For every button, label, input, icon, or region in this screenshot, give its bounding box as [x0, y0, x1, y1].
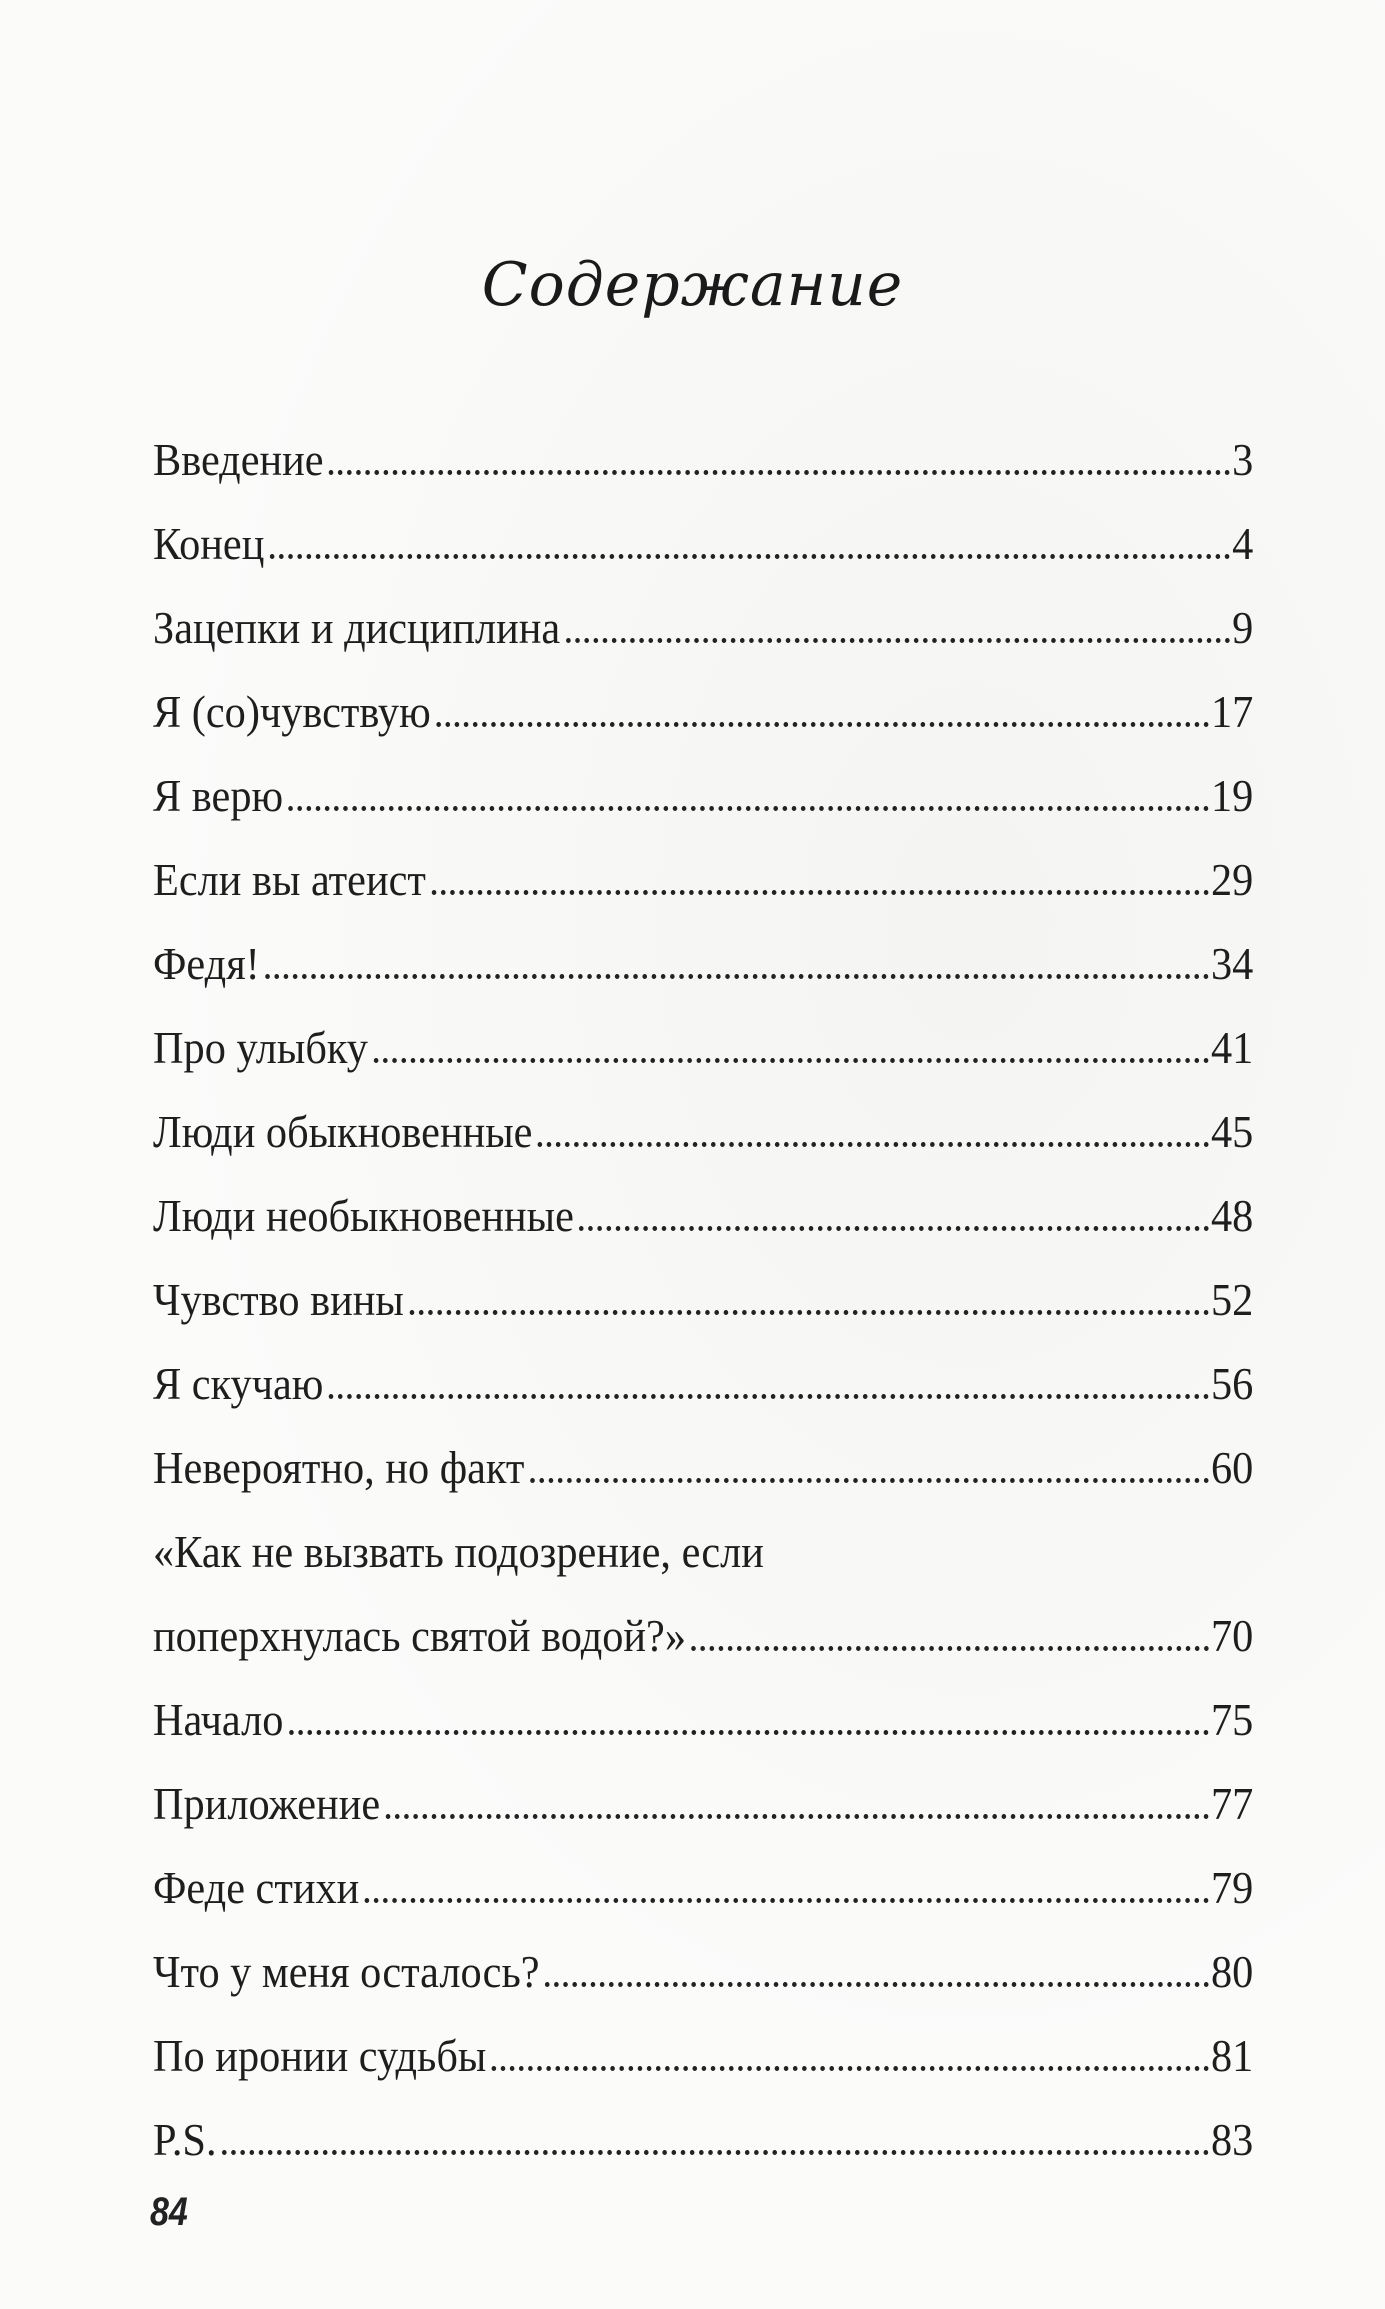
toc-entry-page: 56 — [1211, 1358, 1254, 1409]
toc-entry-page: 70 — [1211, 1610, 1254, 1661]
toc-entry[interactable] — [153, 1678, 1253, 1762]
dot-leader — [373, 1058, 1209, 1063]
toc-entry[interactable] — [153, 502, 1253, 586]
toc-entry[interactable] — [153, 586, 1253, 670]
toc-entry-page: 9 — [1232, 602, 1254, 653]
toc-entry[interactable] — [153, 1846, 1253, 1930]
dot-leader — [289, 1730, 1209, 1735]
dot-leader — [365, 1898, 1209, 1903]
toc-entry-page: 60 — [1211, 1442, 1254, 1493]
dot-leader — [386, 1814, 1210, 1819]
toc-entry-page: 79 — [1211, 1862, 1254, 1913]
toc-entry-title: Чувство вины — [153, 1274, 404, 1325]
toc-entry-title-line1: «Как не вызвать подозрение, если — [153, 1526, 764, 1577]
dot-leader — [222, 2150, 1209, 2155]
toc-entry-title: Про улыбку — [153, 1022, 368, 1073]
toc-entry-page: 80 — [1211, 1946, 1254, 1997]
toc-entry-page: 48 — [1211, 1190, 1254, 1241]
toc-entry-first-line[interactable] — [153, 1510, 1253, 1594]
dot-leader — [270, 554, 1230, 559]
toc-entry-title: Если вы атеист — [153, 854, 426, 905]
toc-entry-title: Что у меня осталось? — [153, 1946, 540, 1997]
toc-entry-page: 3 — [1232, 434, 1254, 485]
page-number: 84 — [150, 2190, 188, 2234]
toc-entry-page: 17 — [1211, 686, 1254, 737]
toc-entry-title: Я (со)чувствую — [153, 686, 431, 737]
dot-leader — [409, 1310, 1209, 1315]
toc-entry[interactable] — [153, 1762, 1253, 1846]
dot-leader — [538, 1142, 1209, 1147]
toc-entry-title: поперхнулась святой водой?» — [153, 1610, 686, 1661]
toc-entry-title: Конец — [153, 518, 265, 569]
dot-leader — [530, 1478, 1209, 1483]
toc-entry-page: 19 — [1211, 770, 1254, 821]
toc-entry-title: Федя! — [153, 938, 260, 989]
toc-entry-page: 41 — [1211, 1022, 1254, 1073]
dot-leader — [492, 2066, 1209, 2071]
dot-leader — [566, 638, 1231, 643]
dot-leader — [289, 806, 1210, 811]
toc-entry[interactable] — [153, 1090, 1253, 1174]
toc-entry-title: Я верю — [153, 770, 284, 821]
toc-entry[interactable] — [153, 1930, 1253, 2014]
toc-entry-page: 4 — [1232, 518, 1254, 569]
toc-entry-title: Я скучаю — [153, 1358, 324, 1409]
toc-entry-page: 81 — [1211, 2030, 1254, 2081]
toc-entry-title: Приложение — [153, 1778, 381, 1829]
toc-entry-title: Люди обыкновенные — [153, 1106, 533, 1157]
toc-entry[interactable] — [153, 754, 1253, 838]
toc-entry-page: 75 — [1211, 1694, 1254, 1745]
toc-entry[interactable] — [153, 418, 1253, 502]
dot-leader — [436, 722, 1209, 727]
toc-entry[interactable] — [153, 1174, 1253, 1258]
page-title: Содержание — [481, 250, 904, 320]
toc-entry[interactable] — [153, 838, 1253, 922]
toc-entry[interactable] — [153, 1258, 1253, 1342]
toc-entry[interactable] — [153, 1342, 1253, 1426]
toc-entry[interactable] — [153, 1594, 1253, 1678]
toc-entry-title: Введение — [153, 434, 324, 485]
toc-entry-title: Люди необыкновенные — [153, 1190, 574, 1241]
toc-entry[interactable] — [153, 1006, 1253, 1090]
toc-entry-page: 29 — [1211, 854, 1254, 905]
dot-leader — [329, 470, 1230, 475]
toc-entry-page: 34 — [1211, 938, 1254, 989]
toc-entry-page: 83 — [1211, 2114, 1254, 2165]
dot-leader — [265, 974, 1209, 979]
toc-entry-title: По иронии судьбы — [153, 2030, 487, 2081]
table-of-contents — [153, 418, 1253, 2182]
toc-entry-page: 45 — [1211, 1106, 1254, 1157]
toc-entry-title: P.S. — [153, 2114, 217, 2165]
toc-entry[interactable] — [153, 2098, 1253, 2182]
toc-entry-title: Зацепки и дисциплина — [153, 602, 561, 653]
dot-leader — [329, 1394, 1209, 1399]
dot-leader — [692, 1646, 1210, 1651]
toc-entry[interactable] — [153, 922, 1253, 1006]
toc-entry[interactable] — [153, 670, 1253, 754]
toc-entry[interactable] — [153, 1426, 1253, 1510]
dot-leader — [579, 1226, 1209, 1231]
toc-entry-title: Феде стихи — [153, 1862, 360, 1913]
toc-entry-title: Невероятно, но факт — [153, 1442, 525, 1493]
toc-entry-page: 52 — [1211, 1274, 1254, 1325]
dot-leader — [431, 890, 1209, 895]
toc-entry-title: Начало — [153, 1694, 284, 1745]
toc-entry-page: 77 — [1211, 1778, 1254, 1829]
toc-entry[interactable] — [153, 2014, 1253, 2098]
dot-leader — [545, 1982, 1209, 1987]
